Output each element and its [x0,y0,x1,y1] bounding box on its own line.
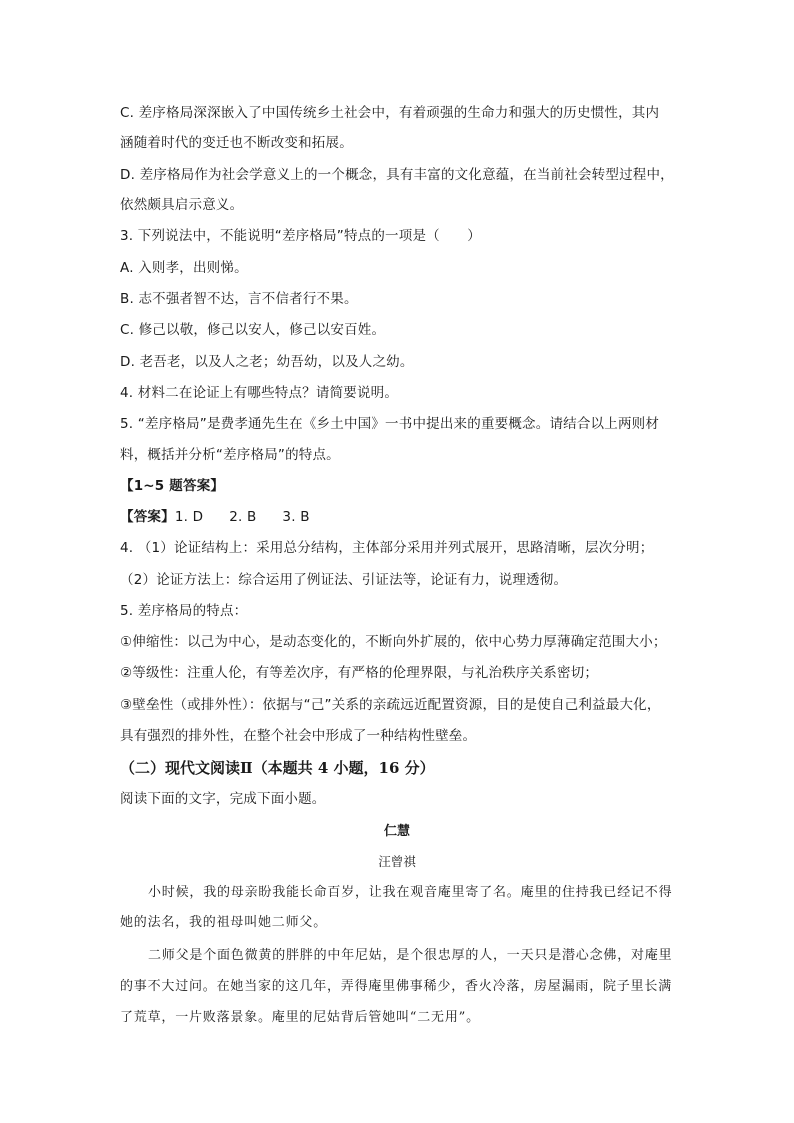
question-5-line-1: 5. “差序格局”是费孝通先生在《乡土中国》一书中提出来的重要概念。请结合以上两则材 [120,416,660,432]
answer-3: 3. B [282,509,310,525]
story-paragraph-2-line-3: 了荒草，一片败落景象。庵里的尼姑背后管她叫“二无用”。 [120,1010,480,1025]
answer-5-point-3-line-2: 具有强烈的排外性，在整个社会中形成了一种结构性壁垒。 [120,728,477,744]
question-3-option-b: B. 志不强者智不达，言不信者行不果。 [120,291,358,307]
answer-4-part-2: （2）论证方法上：综合运用了例证法、引证法等，论证有力，说理透彻。 [120,572,568,588]
answer-5-point-3-line-1: ③壁垒性（或排外性）：依据与“己”关系的亲疏远近配置资源，目的是使自己利益最大化， [120,697,661,713]
story-paragraph-2-line-1: 二师父是个面色微黄的胖胖的中年尼姑，是个很忠厚的人，一天只是潜心念佛，对庵里 [148,948,673,963]
answer-5-point-1: ①伸缩性：以己为中心，是动态变化的，不断向外扩展的，依中心势力厚薄确定范围大小； [120,634,667,650]
option-d-line-1: D. 差序格局作为社会学意义上的一个概念，具有丰富的文化意蕴，在当前社会转型过程中， [120,167,674,183]
story-title: 仁慧 [383,824,410,839]
section-heading: （二）现代文阅读Ⅱ（本题共 4 小题，16 分） [120,759,435,777]
answer-5-intro: 5. 差序格局的特点： [120,603,248,619]
story-paragraph-1-line-1: 小时候，我的母亲盼我能长命百岁，让我在观音庵里寄了名。庵里的住持我已经记不得 [148,885,673,900]
answer-1: 1. D [174,509,204,525]
question-3-option-c: C. 修己以敬，修己以安人，修己以安百姓。 [120,322,386,338]
answer-2: 2. B [229,509,257,525]
question-3-option-d: D. 老吾老，以及人之老；幼吾幼，以及人之幼。 [120,354,414,370]
answer-5-point-2: ②等级性：注重人伦，有等差次序，有严格的伦理界限，与礼治秩序关系密切； [120,665,599,681]
question-3: 3. 下列说法中，不能说明“差序格局”特点的一项是（ ） [120,228,481,244]
story-paragraph-1-line-2: 她的法名，我的祖母叫她二师父。 [120,915,328,930]
story-paragraph-2-line-2: 的事不大过问。在她当家的这几年，弄得庵里佛事稀少，香火冷落，房屋漏雨，院子里长满 [120,979,673,994]
answer-line [120,507,310,527]
option-c-line-2: 涵随着时代的变迁也不断改变和拓展。 [120,135,353,151]
option-d-line-2: 依然颇具启示意义。 [120,197,244,213]
answer-label: 【答案】 [120,509,175,525]
question-3-option-a: A. 入则孝，出则悌。 [120,260,248,276]
story-author: 汪曾祺 [378,854,416,869]
reading-instruction: 阅读下面的文字，完成下面小题。 [120,791,326,807]
answer-4-part-1: 4. （1）论证结构上：采用总分结构，主体部分采用并列式展开，思路清晰，层次分明； [120,540,654,556]
question-4: 4. 材料二在论证上有哪些特点？请简要说明。 [120,385,399,401]
option-c-line-1: C. 差序格局深深嵌入了中国传统乡土社会中，有着顽强的生命力和强大的历史惯性，其内 [120,105,660,121]
answer-section-heading: 【1~5 题答案】 [120,478,225,494]
question-5-line-2: 料，概括并分析“差序格局”的特点。 [120,447,340,463]
